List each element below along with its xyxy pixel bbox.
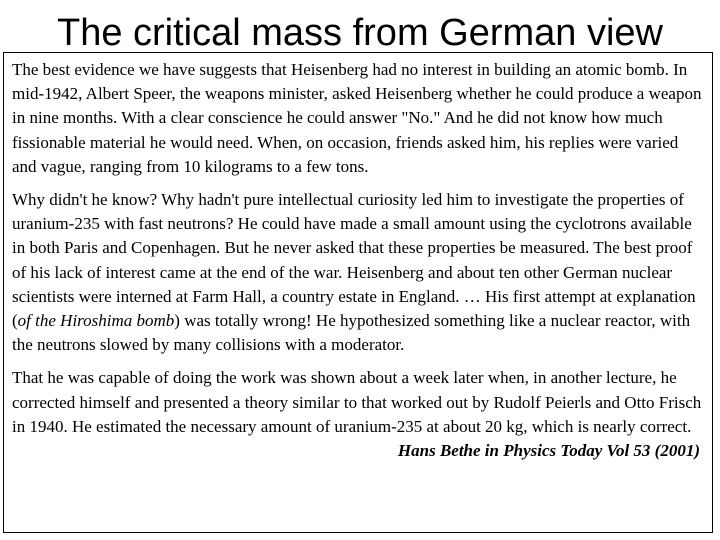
paragraph-2-text-start: Why didn't he know? Why hadn't pure intellectual curiosity led him to investigate the properties of uranium-235 with fast neutrons? He could have made a small amount using the cyclotrons available in both Paris and Copenhagen. But he never asked that these properties be measured. The best proof of his lack of interest came at the end of the war. Heisenberg and about ten other German nuclear scientists were interned at Farm Hall, a country estate in England. … His first attempt at explanation ( — [12, 190, 696, 331]
paragraph-2-text-end: ) was totally wrong! He hypothesized something like a nuclear reactor, with the neutrons slowed by many collisions with a moderator. — [12, 311, 691, 355]
paragraph-2 — [12, 188, 706, 357]
paragraph-3: That he was capable of doing the work was shown about a week later when, in another lecture, he corrected himself and presented a theory similar to that worked out by Rudolf Peierls and Otto Frisch in 1940. He estimated the necessary amount of uranium-235 at about 20 kg, which is nearly correct. — [12, 368, 702, 436]
quote-textbox — [3, 52, 713, 533]
paragraph-1: The best evidence we have suggests that Heisenberg had no interest in building an atomic bomb. In mid-1942, Albert Speer, the weapons minister, asked Heisenberg whether he could produce a weapon in nine months. With a clear conscience he could answer "No." And he did not know how much fissionable material he would need. When, on occasion, friends asked him, his replies were varied and vague, ranging from 10 kilograms to a few tons. — [12, 60, 702, 176]
attribution: Hans Bethe in Physics Today Vol 53 (2001) — [397, 441, 700, 461]
slide-title: The critical mass from German view — [56, 12, 663, 54]
paragraph-2-italic: of the Hiroshima bomb — [17, 311, 175, 331]
